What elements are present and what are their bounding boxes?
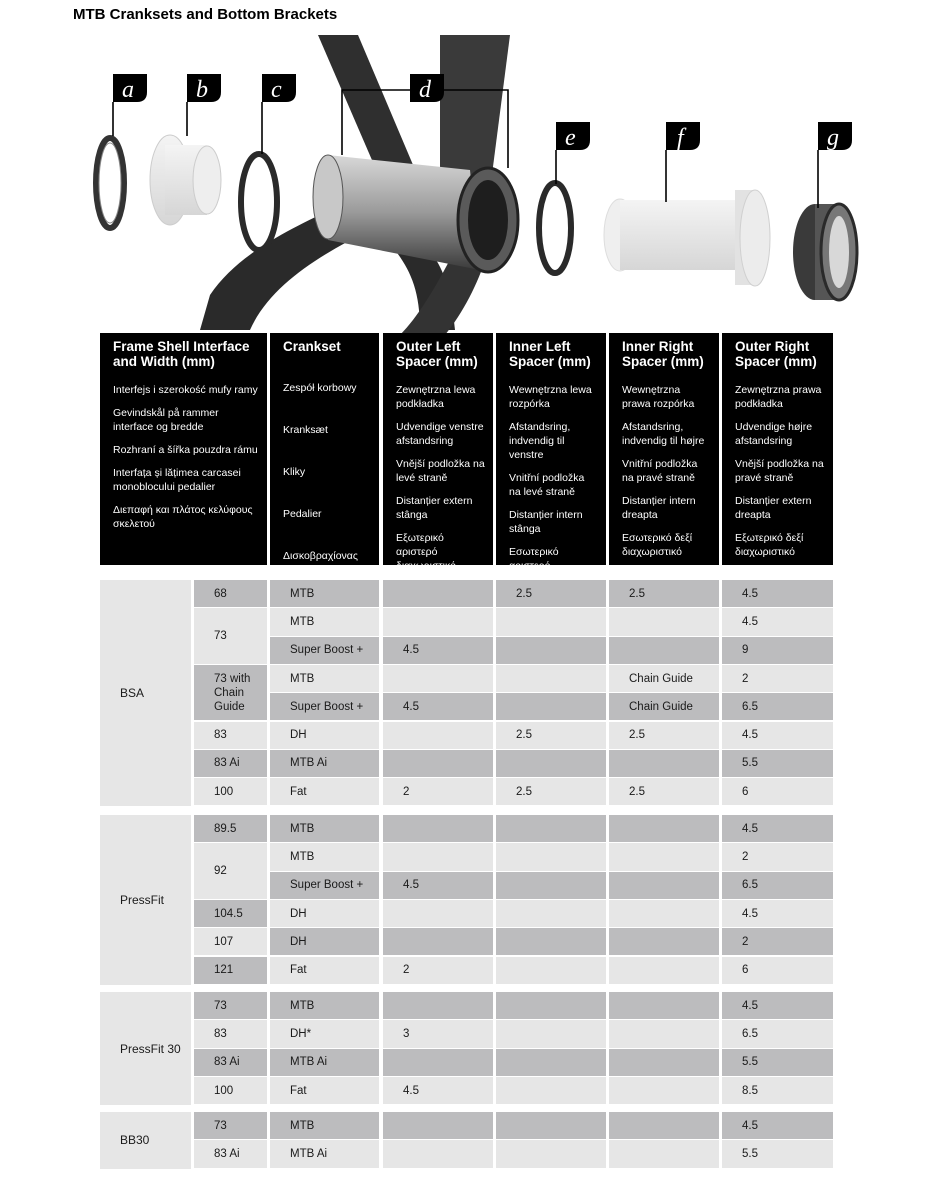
- shell-width-cell: 83: [194, 722, 267, 749]
- inner-right-cell: Chain Guide: [609, 693, 719, 720]
- group-label: PressFit 30: [100, 992, 191, 1105]
- crankset-cell: MTB: [270, 843, 379, 870]
- shell-width-cell: 121: [194, 957, 267, 984]
- page-title: MTB Cranksets and Bottom Brackets: [73, 6, 338, 23]
- inner-right-cell: [609, 750, 719, 777]
- inner-left-cell: 2.5: [496, 778, 606, 805]
- group-label: BB30: [100, 1112, 191, 1169]
- inner-left-cell: [496, 665, 606, 692]
- inner-right-cell: 2.5: [609, 722, 719, 749]
- outer-left-cell: [383, 843, 493, 870]
- column-header-title: Inner Right Spacer (mm): [622, 339, 704, 369]
- column-header-translation: Διεπαφή και πλάτος κελύφους σκελετού: [113, 504, 253, 530]
- spacer-c-illustration: [241, 154, 277, 250]
- callout-d: d: [419, 77, 431, 103]
- inner-left-cell: 2.5: [496, 722, 606, 749]
- outer-left-cell: [383, 1112, 493, 1139]
- crankset-cell: MTB: [270, 580, 379, 607]
- outer-left-cell: [383, 815, 493, 842]
- inner-left-cell: [496, 957, 606, 984]
- outer-right-cell: 4.5: [722, 815, 833, 842]
- inner-left-cell: [496, 928, 606, 955]
- column-header-translation: Εξωτερικό δεξί διαχωριστικό: [735, 532, 804, 558]
- column-header-translation: Vnější podložka na pravé straně: [735, 458, 824, 484]
- outer-left-cell: [383, 608, 493, 635]
- inner-left-cell: [496, 1049, 606, 1076]
- spacer-a-illustration: [96, 138, 124, 228]
- crankset-cell: DH: [270, 722, 379, 749]
- outer-right-cell: 4.5: [722, 1112, 833, 1139]
- column-header-translation: Afstandsring, indvendig til højre: [622, 421, 705, 447]
- column-header-2: [383, 333, 493, 572]
- shell-width-cell: 73: [194, 992, 267, 1019]
- shell-width-cell: 92: [194, 843, 267, 899]
- outer-right-cell: 4.5: [722, 992, 833, 1019]
- column-header-translation: Kranksæt: [283, 424, 328, 436]
- shell-width-cell: 100: [194, 1077, 267, 1104]
- outer-left-cell: 3: [383, 1020, 493, 1047]
- column-header-translation: Afstandsring, indvendig til venstre: [509, 421, 571, 461]
- callout-e: e: [565, 125, 576, 151]
- outer-right-cell: 6: [722, 957, 833, 984]
- outer-left-cell: [383, 928, 493, 955]
- outer-left-cell: 4.5: [383, 693, 493, 720]
- column-header-translation: Interfața și lățimea carcasei monoblocului pedalier: [113, 467, 241, 493]
- inner-right-cell: [609, 815, 719, 842]
- outer-right-cell: 5.5: [722, 1049, 833, 1076]
- crankset-cell: MTB: [270, 665, 379, 692]
- column-header-0: [100, 333, 267, 565]
- column-header-translation: Distanțier intern dreapta: [622, 495, 696, 521]
- column-header-translation: Vnější podložka na levé straně: [396, 458, 485, 484]
- outer-right-cell: 4.5: [722, 900, 833, 927]
- shell-width-cell: 100: [194, 778, 267, 805]
- outer-left-cell: [383, 750, 493, 777]
- column-header-translation: Distanțier intern stânga: [509, 509, 583, 535]
- shell-width-cell: 68: [194, 580, 267, 607]
- inner-left-cell: [496, 872, 606, 899]
- column-header-translation: Vnitřní podložka na pravé straně: [622, 458, 698, 484]
- column-header-translation: Distanțier extern dreapta: [735, 495, 812, 521]
- column-header-1: [270, 333, 379, 565]
- inner-right-cell: [609, 928, 719, 955]
- outer-left-cell: [383, 580, 493, 607]
- inner-right-cell: [609, 608, 719, 635]
- crankset-cell: DH*: [270, 1020, 379, 1047]
- shell-width-cell: 73 with Chain Guide: [194, 665, 267, 721]
- column-header-translation: Zewnętrzna lewa podkładka: [396, 384, 476, 410]
- inner-right-cell: [609, 637, 719, 664]
- column-header-translation: Zewnętrzna prawa podkładka: [735, 384, 822, 410]
- column-header-translation: Zespół korbowy: [283, 382, 357, 394]
- inner-right-cell: [609, 872, 719, 899]
- outer-right-cell: 4.5: [722, 722, 833, 749]
- inner-right-cell: [609, 900, 719, 927]
- outer-left-cell: [383, 665, 493, 692]
- callout-g: g: [827, 125, 839, 151]
- outer-right-cell: 6.5: [722, 693, 833, 720]
- crankset-cell: Fat: [270, 1077, 379, 1104]
- column-header-title: Frame Shell Interface and Width (mm): [113, 339, 250, 369]
- inner-left-cell: [496, 750, 606, 777]
- column-header-translation: Wewnętrzna prawa rozpórka: [622, 384, 695, 410]
- inner-right-cell: [609, 957, 719, 984]
- callout-c: c: [271, 77, 282, 103]
- crankset-cell: MTB Ai: [270, 1049, 379, 1076]
- cup-b-illustration: [150, 135, 221, 225]
- crankset-cell: MTB Ai: [270, 1140, 379, 1167]
- inner-right-cell: [609, 843, 719, 870]
- column-header-title: Outer Left Spacer (mm): [396, 339, 478, 369]
- crankset-cell: MTB: [270, 1112, 379, 1139]
- column-header-translation: Distanțier extern stânga: [396, 495, 473, 521]
- crankset-cell: Fat: [270, 957, 379, 984]
- shell-width-cell: 83 Ai: [194, 1140, 267, 1167]
- outer-right-cell: 8.5: [722, 1077, 833, 1104]
- frame-illustration: [200, 35, 518, 335]
- inner-right-cell: 2.5: [609, 580, 719, 607]
- outer-right-cell: 9: [722, 637, 833, 664]
- outer-left-cell: 4.5: [383, 1077, 493, 1104]
- shell-width-cell: 73: [194, 1112, 267, 1139]
- inner-left-cell: [496, 1077, 606, 1104]
- column-header-translation: Udvendige højre afstandsring: [735, 421, 813, 447]
- inner-right-cell: [609, 1077, 719, 1104]
- inner-left-cell: [496, 1112, 606, 1139]
- crankset-cell: Fat: [270, 778, 379, 805]
- inner-right-cell: Chain Guide: [609, 665, 719, 692]
- exploded-diagram: [0, 30, 933, 335]
- crankset-cell: Super Boost +: [270, 637, 379, 664]
- inner-right-cell: [609, 1049, 719, 1076]
- inner-left-cell: [496, 608, 606, 635]
- inner-left-cell: [496, 1020, 606, 1047]
- outer-right-cell: 2: [722, 665, 833, 692]
- column-header-translation: Εσωτερικό δεξί διαχωριστικό: [622, 532, 693, 558]
- crankset-cell: MTB: [270, 815, 379, 842]
- outer-right-cell: 5.5: [722, 1140, 833, 1167]
- outer-left-cell: 4.5: [383, 872, 493, 899]
- outer-left-cell: 2: [383, 778, 493, 805]
- inner-left-cell: [496, 637, 606, 664]
- outer-left-cell: [383, 722, 493, 749]
- outer-right-cell: 6: [722, 778, 833, 805]
- column-header-title: Crankset: [283, 339, 341, 354]
- shell-width-cell: 104.5: [194, 900, 267, 927]
- outer-left-cell: 2: [383, 957, 493, 984]
- inner-left-cell: [496, 693, 606, 720]
- inner-right-cell: [609, 1112, 719, 1139]
- crankset-cell: MTB: [270, 992, 379, 1019]
- column-header-3: [496, 333, 606, 572]
- inner-right-cell: [609, 1020, 719, 1047]
- outer-right-cell: 6.5: [722, 1020, 833, 1047]
- inner-right-cell: [609, 1140, 719, 1167]
- crankset-cell: Super Boost +: [270, 872, 379, 899]
- column-header-title: Outer Right Spacer (mm): [735, 339, 817, 369]
- shell-width-cell: 83 Ai: [194, 750, 267, 777]
- column-header-title: Inner Left Spacer (mm): [509, 339, 591, 369]
- column-header-translation: Δισκοβραχίονας: [283, 550, 358, 562]
- outer-right-cell: 5.5: [722, 750, 833, 777]
- outer-right-cell: 4.5: [722, 608, 833, 635]
- outer-right-cell: 2: [722, 928, 833, 955]
- column-header-translation: Interfejs i szerokość mufy ramy: [113, 384, 258, 396]
- group-label: PressFit: [100, 815, 191, 985]
- inner-left-cell: [496, 900, 606, 927]
- column-header-translation: Rozhraní a šířka pouzdra rámu: [113, 444, 258, 456]
- column-header-5: [722, 333, 833, 565]
- column-header-4: [609, 333, 719, 565]
- crankset-cell: MTB: [270, 608, 379, 635]
- bottom-bracket-f-illustration: [604, 190, 770, 286]
- outer-left-cell: [383, 1140, 493, 1167]
- outer-left-cell: [383, 900, 493, 927]
- shell-width-cell: 107: [194, 928, 267, 955]
- crankset-cell: DH: [270, 900, 379, 927]
- shell-width-cell: 73: [194, 608, 267, 664]
- inner-left-cell: [496, 815, 606, 842]
- inner-right-cell: 2.5: [609, 778, 719, 805]
- inner-left-cell: [496, 1140, 606, 1167]
- cup-g-illustration: [793, 204, 857, 300]
- outer-left-cell: [383, 1049, 493, 1076]
- column-header-translation: Εξωτερικό αριστερό διαχωριστικό: [396, 532, 456, 572]
- outer-left-cell: [383, 992, 493, 1019]
- column-header-translation: Udvendige venstre afstandsring: [396, 421, 484, 447]
- callout-b: b: [196, 77, 208, 103]
- crankset-cell: Super Boost +: [270, 693, 379, 720]
- column-header-translation: Wewnętrzna lewa rozpórka: [509, 384, 592, 410]
- outer-right-cell: 4.5: [722, 580, 833, 607]
- inner-left-cell: [496, 843, 606, 870]
- crankset-cell: DH: [270, 928, 379, 955]
- callout-a: a: [122, 77, 134, 103]
- inner-left-cell: [496, 992, 606, 1019]
- column-header-translation: Vnitřní podložka na levé straně: [509, 472, 585, 498]
- inner-left-cell: 2.5: [496, 580, 606, 607]
- outer-right-cell: 2: [722, 843, 833, 870]
- shell-width-cell: 89.5: [194, 815, 267, 842]
- column-header-translation: Εσωτερικό αριστερό: [509, 546, 559, 572]
- crankset-cell: MTB Ai: [270, 750, 379, 777]
- column-header-translation: Pedalier: [283, 508, 322, 520]
- column-header-translation: Kliky: [283, 466, 306, 478]
- callout-f: f: [677, 125, 684, 151]
- inner-right-cell: [609, 992, 719, 1019]
- outer-right-cell: 6.5: [722, 872, 833, 899]
- outer-left-cell: 4.5: [383, 637, 493, 664]
- column-header-translation: Gevindskål på rammer interface og bredde: [113, 407, 219, 433]
- group-label: BSA: [100, 580, 191, 806]
- shell-width-cell: 83: [194, 1020, 267, 1047]
- spacer-e-illustration: [539, 183, 571, 273]
- shell-width-cell: 83 Ai: [194, 1049, 267, 1076]
